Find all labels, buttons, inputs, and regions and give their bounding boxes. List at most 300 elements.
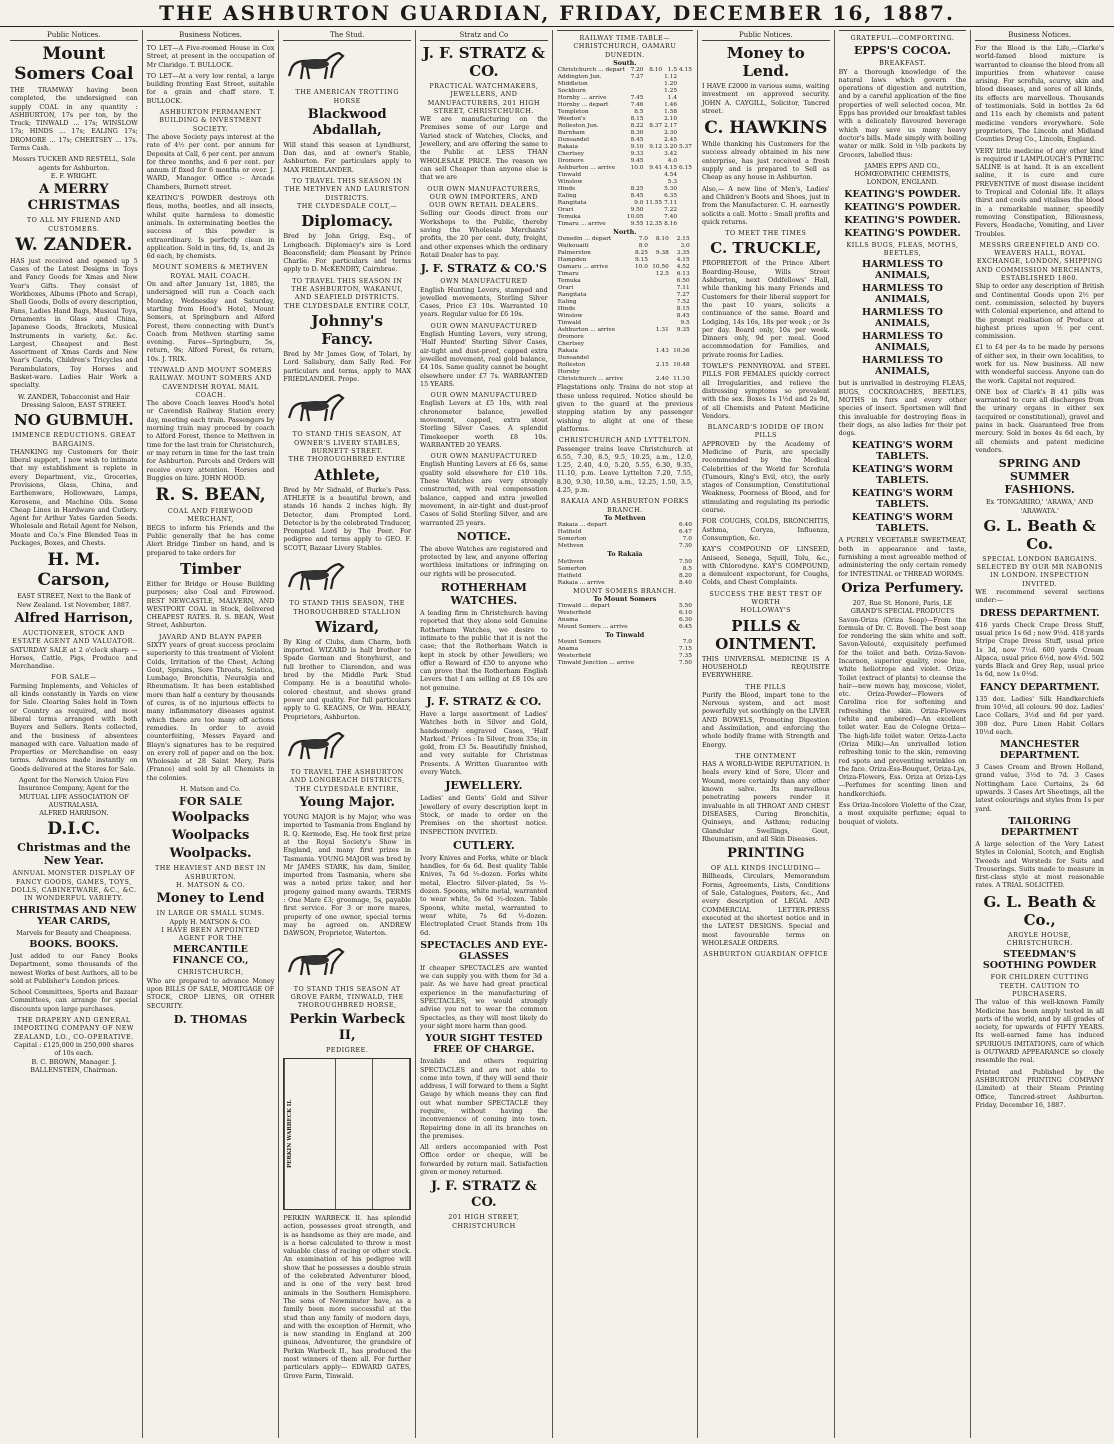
advert-heading: BLANCARD'S IODIDE OF IRON PILLS xyxy=(707,423,824,440)
advert-text: All orders accompanied with Post Office order or cheque, will be forwarded by return mail. Satisfaction given or money returned. xyxy=(420,1143,548,1177)
table-cell: Rangitata xyxy=(557,292,587,299)
table-cell xyxy=(678,221,693,228)
table-row xyxy=(557,566,693,573)
table-cell: 3.35 xyxy=(676,250,690,257)
table-cell xyxy=(691,271,693,278)
timetable-table xyxy=(557,522,693,550)
advert-text: Who are prepared to advance Money upon BILLS OF SALE, MORTGAGE OF STOCK, CROP LIENS, OR OTHER SECURITY. xyxy=(146,976,275,1010)
table-cell: 6.47 xyxy=(679,529,692,536)
table-cell xyxy=(691,369,693,376)
advert-text: Have a large assortment of Ladies' Watches both in Silver and Gold, handsomely engraved Cases, 'Half Marked.' Prices : In Silver, from 35s; in gold, from £3 5s. Beautifully finished, and very suitable for Christmas Presents. A Written Guarantee with every Watch. xyxy=(420,710,548,777)
table-cell: Weedon's xyxy=(557,116,586,123)
table-cell xyxy=(632,292,649,299)
table-cell: Timaru ... arrive xyxy=(557,221,606,228)
table-cell xyxy=(691,348,693,355)
table-cell: 9.45 xyxy=(630,158,644,165)
advert-heading: CHRISTMAS AND NEW YEAR CARDS, xyxy=(11,904,137,927)
table-cell xyxy=(645,109,664,116)
table-cell: Hatfield xyxy=(557,529,582,536)
advert-heading: Woolpacks xyxy=(171,828,250,844)
table-cell: 8.15 xyxy=(676,306,690,313)
advert-heading: C. TRUCKLE, xyxy=(710,239,822,258)
advert-heading: TO MEET THE TIMES xyxy=(725,229,807,238)
table-cell: Chertsey xyxy=(557,341,585,348)
advert-text: £1 to £4 per 4s to be made by persons of either sex, in their own localities, to work for us. New business. All new with wonderful success. Anyone can do the work. Capital not required. xyxy=(975,343,1104,385)
table-row xyxy=(557,151,693,158)
advert-text: YOUNG MAJOR is by Major, who was imported to Tasmania from England by R. Q. Kermode, Esq. He took first prize at the Royal Society's Show in England, and many first prizes in Tasmania. YOUNG MAJOR was bred by Mr JAMES STARK, his dam, Smiler, imported from Tasmania, where she was a noted prize taker, and her progeny gained many awards. TERMS : One Mare £3; groomage, 5s, payable first service. For 3 or more mares, property of one owner, special terms may be agreed on. ANDREW DAWSON, Proprietor, Waterton. xyxy=(283,813,412,938)
advert-heading: HARMLESS TO ANIMALS, xyxy=(862,331,943,354)
table-cell: Tinwald xyxy=(557,172,582,179)
advert-heading: NOTICE. xyxy=(456,529,511,543)
table-cell: 2.40 xyxy=(655,376,669,383)
table-cell xyxy=(691,313,693,320)
advert-heading: CHRISTCHURCH AND LYTTELTON. xyxy=(558,436,691,445)
table-row xyxy=(557,130,693,137)
table-cell xyxy=(691,250,693,257)
table-row xyxy=(557,617,693,624)
table-cell: 9.15 xyxy=(635,257,648,264)
advert-heading: TO TRAVEL THIS SEASON IN THE ASHBURTON, WAKANUI, AND SEAFIELD DISTRICTS. xyxy=(291,276,404,302)
advert-text: English Hunting Levers, very strong, 'Half Hunted' Sterling Silver Cases, air-tight and dust-proof, capped extra jewelled movement, real gold balance, £4 10s. Same quality cannot be bought elsewhere under £7 7s. WARRANTED 15 YEARS. xyxy=(420,330,548,388)
advert-heading: JEWELLERY. xyxy=(445,779,523,793)
table-cell xyxy=(678,200,693,207)
table-row xyxy=(557,573,693,580)
table-cell xyxy=(645,116,664,123)
table-row xyxy=(557,144,693,151)
advert-text: A PURELY VEGETABLE SWEETMEAT, both in appearance and taste, furnishing a most agreeable method of administering the only certain remedy for INTESTINAL or THREAD WORMS. xyxy=(838,536,967,578)
table-cell xyxy=(632,327,649,334)
table-cell: 8.10 xyxy=(649,67,663,74)
advert-heading: Diplomacy. xyxy=(301,212,394,231)
table-row xyxy=(557,109,693,116)
table-cell: 9.50 xyxy=(630,207,644,214)
table-cell: 9.41 xyxy=(649,165,663,172)
column-header: Public Notices. xyxy=(10,30,138,41)
advert-text: PROPRIETOR of the Prince Albert Boarding-House, Wills Street Ashburton, next Oddfellows' Hall, while thanking his many Friends and Customers for their liberal support for the past 10 years, solicits a continuance of the same. Board and Lodging, 14s 16s, 18s per week ; or 3s per day. Board only, 10s per week. Dinners only, 9d per meal. Good accommodation for Families, and private rooms for Ladies. xyxy=(701,259,830,359)
table-cell: 9.55 xyxy=(630,221,644,228)
table-row xyxy=(557,603,693,610)
table-cell: 5.3 xyxy=(667,179,678,186)
table-cell: 12.5 xyxy=(655,271,669,278)
table-cell xyxy=(649,299,670,306)
advert-text: SIXTY years of great success proclaim superiority to this treatment of Violent Colds, Irritation of the Chest, Aching Gout, Sprains, Sore Throats, Sciatica, Lumbago, Bronchitis, Neuralgia and Rheumatism. It has been established more than half a century by thousands of cures, is of no injurious effects to many inflammatory diseases against which there are too many off actions remedies. In order to avoid counterfeiting, Messrs Fayard and Blayn's signatures has to be required on every roll of paper and on the box. Wholesale at 28 Saint Mery, Paris (France) and sold by all Chemists in the colonies. xyxy=(146,641,275,782)
table-cell xyxy=(626,81,645,88)
advert-heading: MANCHESTER DEPARTMENT. xyxy=(999,739,1080,762)
advert-heading: CUTLERY. xyxy=(453,838,515,852)
advert-heading: Capital : £125,000 in 250,000 shares of 10s each. xyxy=(13,1040,134,1058)
timetable xyxy=(557,59,693,228)
table-cell: 2.10 xyxy=(664,116,678,123)
table-cell: Templeton xyxy=(557,109,589,116)
table-cell xyxy=(691,278,693,285)
table-row xyxy=(557,355,693,362)
pedigree-chart xyxy=(283,1058,411,1210)
advert-heading: DRESS DEPARTMENT. xyxy=(979,607,1100,619)
table-cell: 9.33 xyxy=(630,151,644,158)
table-cell: 1.4 xyxy=(667,95,678,102)
advert-heading: PEDIGREE. xyxy=(325,1045,369,1054)
table-cell xyxy=(678,130,693,137)
table-cell: Somerton xyxy=(557,565,587,572)
table-cell: 7.52 xyxy=(676,299,690,306)
table-cell xyxy=(649,341,670,348)
advert-heading: JAVARD AND BLAYN PAPER xyxy=(158,632,263,641)
table-cell xyxy=(678,193,693,200)
table-cell: 3.42 xyxy=(664,151,678,158)
table-cell: Rakaia xyxy=(557,144,578,151)
table-cell: 7.11 xyxy=(676,285,690,292)
advert-text: THANKING my Customers for their liberal support, I now wish to intimate that my establishment is replete in every Department, viz., Groceries, Provisions, Glass, China, and Earthenware, Hollowware, Lamps, Kerosene, and Machine Oils. Some Cheap Lines in Hardware and Cutlery. Agent for Arthur Yates Garden Seeds. Wholesale and Retail Agent for Nelson, Moate and Co.'s Fine Blended Teas in Packages, Boxes, and Chests. xyxy=(10,447,138,548)
advert-heading: Mount Somers Coal xyxy=(14,44,134,84)
advert-text: I HAVE £2000 in various sums, waiting investment on approved security. JOHN A. CAYGILL, Solicitor, Tancred street. xyxy=(701,82,830,115)
advert-heading: IMMENCE REDUCTIONS. GREAT BARGAINS. xyxy=(11,431,136,448)
table-row xyxy=(557,172,693,179)
table-cell xyxy=(645,207,664,214)
advert-heading: KEATING'S POWDER. xyxy=(844,214,961,226)
timetable xyxy=(557,514,693,550)
table-row xyxy=(557,116,693,123)
advert-heading: HARMLESS TO ANIMALS, xyxy=(862,283,943,306)
advert-text: English Hunting Levers, stamped and jewelled movements, Sterling Silver Cases, Price £3 10s. Warranted 10 years. Regular value for £6 10s. xyxy=(420,285,548,319)
advert-heading: Johnny's Fancy. xyxy=(311,311,383,348)
table-cell: Westerfield xyxy=(557,653,591,660)
table-cell: 11.10 xyxy=(673,376,690,383)
table-cell: 1.20 xyxy=(664,81,678,88)
table-cell: 6.13 xyxy=(676,271,690,278)
table-row xyxy=(557,313,693,320)
table-cell: 7.11 xyxy=(664,200,678,207)
advert-heading: J. F. STRATZ & CO. xyxy=(426,695,542,708)
table-cell xyxy=(632,278,649,285)
table-cell: 1.5 xyxy=(667,67,678,74)
table-row xyxy=(557,320,693,327)
advert-heading: G. L. Beath & Co., xyxy=(983,892,1096,929)
table-row xyxy=(557,207,693,214)
advert-text: Bred by Mr Sidnald, of Burke's Pass. ATHLETE is a beautiful brown, and stands 16 hands 2 inches high. By Detector, dam Prompted Lord. Detector is by the celebrated Traducer, Prompted Lord by The Peer. For pedigree and terms apply to GEO. F. SCOTT, Bazaar Livery Stables. xyxy=(283,485,412,552)
table-row xyxy=(557,123,693,130)
table-cell: 1.46 xyxy=(664,102,678,109)
timetable-heading: To Methven xyxy=(603,513,646,522)
table-cell xyxy=(678,95,693,102)
table-cell xyxy=(649,369,670,376)
advert-heading: E. F. WRIGHT. xyxy=(50,171,97,180)
advert-heading: EPPS'S COCOA. xyxy=(853,44,951,58)
advert-heading: SUCCESS THE BEST TEST OF WORTH xyxy=(709,589,823,607)
advert-heading: C. HAWKINS xyxy=(704,118,828,139)
advert-heading: D. THOMAS xyxy=(173,1012,248,1026)
table-cell xyxy=(678,109,693,116)
table-cell: 7.20 xyxy=(630,67,644,74)
table-cell: Christchurch ... depart xyxy=(557,67,625,74)
table-row xyxy=(557,285,693,292)
table-cell: Tinwald xyxy=(557,320,582,327)
advert-heading: 207, Rue St. Honoré, Paris, LE GRAND'S SPECIAL PRODUCTS xyxy=(850,598,955,616)
timetable xyxy=(557,631,693,667)
advert-heading: 201 HIGH STREET, CHRISTCHURCH xyxy=(448,1213,520,1230)
column-7 xyxy=(835,30,972,1438)
table-cell xyxy=(691,299,693,306)
table-cell: 7.45 xyxy=(630,95,644,102)
table-cell: 2.17 xyxy=(664,123,678,130)
advert-heading: RAILWAY TIME-TABLE—CHRISTCHURCH, OAMARU DUNEDIN. xyxy=(573,34,677,59)
table-cell: Dromore xyxy=(557,158,584,165)
advert-heading: TO STAND THIS SEASON, AT OWNER'S LIVERY STABLES, BURNETT STREET. xyxy=(292,430,402,456)
table-cell xyxy=(678,172,693,179)
table-cell: Dunsandel xyxy=(557,355,589,362)
timetable-table xyxy=(557,67,693,228)
table-cell xyxy=(649,306,670,313)
table-cell: 6.15 xyxy=(679,165,692,172)
advert-text: 135 doz. Ladies' Silk Handkerchiefs from 10½d, all colours. 90 doz. Ladies' Lace Collars, 3½d and 6d per yard. 300 doz. Pure Linen Habit Collars 10½d each. xyxy=(975,694,1104,736)
table-row xyxy=(557,639,693,646)
table-cell: 7.0 xyxy=(638,236,648,243)
advert-heading: THE CLYDESDALE ENTIRE COLT, xyxy=(284,301,410,310)
advert-heading: Money to Lend xyxy=(156,891,265,907)
column-header: The Stud. xyxy=(283,30,411,41)
table-cell: 6.50 xyxy=(676,278,690,285)
advert-text: KEATING'S POWDER destroys oth fleas, moths, beetles, and all insects, whilst quite harmless to domestic animals. In exterminating beetles the success of this powder is extraordinary. Is perfectly clean in application. Sold in tins, 6d, 1s, and 2s 6d each, by chemists. xyxy=(146,194,275,261)
advert-heading: G. L. Beath & Co. xyxy=(983,516,1096,553)
table-cell xyxy=(649,278,670,285)
advert-text: English Levers at £5 10s, with real chronometer balance, jewelled movement, capped, extra stout Sterling Silver Cases. A splendid Timekeeper worth £8 10s. WARRANTED 20 YEARS. xyxy=(420,399,548,449)
table-cell: 1.58 xyxy=(664,109,678,116)
advert-heading: Blackwood Abdallah, xyxy=(307,106,387,138)
advert-text: PERKIN WARBECK II. has splendid action, possesses great strength, and is as handsome as they are made, and is a horse calculated to throw a most valuable class of racing or other stock. An examination of his pedigree will show that he possesses a double strain of the celebrated Adventurer blood, and is one of the very best bred animals in the Southern Hemisphere. The sons of Newminster have, as a family been more successful at the stud than any family of modern days, and with the exception of Hermit, who is now standing in England at 200 guineas, Adventurer, the grandsire of Perkin Warbeck II., has produced the most winners of them all. For further particulars apply— EDWARD GATES, Grove Farm, Tinwald. xyxy=(283,1213,412,1380)
table-cell: Ealing xyxy=(557,299,577,306)
advert-heading: YOUR SIGHT TESTED FREE OF CHARGE. xyxy=(425,1033,543,1056)
advert-heading: THE DRAPERY AND GENERAL IMPORTING COMPANY OF NEW ZEALAND, LO., CO-OPERATIVE. xyxy=(13,1016,134,1041)
advert-text: The above Society pays interest at the rate of 4½ per cent. per annum for Deposits at Call, 6 per cent. per annum for three months, and 6 per cent. per annum if fixed for 6 months or over. J. WARD, Manager. Office :– Arcade Chambers, Burnett street. xyxy=(146,132,275,191)
advert-heading: NO GUBMUH. xyxy=(14,411,134,430)
advert-text: 416 yards Check Crape Dress Stuff, usual price 1s 6d ; now 9½d. 418 yards Stripe Crape Dress Stuff, usual price 1s 3d, now 7½d. 600 yards Cream Alpaca, usual price 6½d, now 4½d. 502 yards Black and Grey Rep, usual price 1s 6d, now 1s 0½d. xyxy=(975,620,1104,679)
advert-text: HAS just received and opened up 5 Cases of the Latest Designs in Toys and Fancy Goods for Xmas and New Year's Gifts. They consist of Workboxes, Albums (Photo and Scrap), Shell Goods, Dolls of every description, Fans, Ladies Hand Bags, Musical Toys, Ornaments in Glass and China, Japanese Goods, Brackets, Musical Instruments in variety, &c. &c. Largest, Cheapest and Best Assortment of Xmas Cards and New Year's Cards, Children's Tricycles and Perambulators, Toy Horses and Basket-ware. Ladies Hair Work a specialty. xyxy=(10,256,138,390)
table-row xyxy=(557,660,693,667)
table-cell: 4.0 xyxy=(667,158,678,165)
table-cell xyxy=(632,341,649,348)
table-cell xyxy=(670,334,691,341)
table-row xyxy=(557,278,693,285)
advert-heading: Young Major. xyxy=(299,795,396,811)
advert-text: TOWLE'S PENNYROYAL and STEEL PILLS FOR FEMALES quickly correct all Irregularities, and relieve the distressing symptoms so prevalent with the sex. Boxes 1s 1½d and 2s 9d, of all Chemists and Patent Medicine Vendors. xyxy=(701,362,830,420)
advert-text: School Committees, Sports and Bazaar Committees, can arrange for special discounts upon large purchases. xyxy=(10,988,138,1013)
advert-text: Bred by John Grigg, Esq., of Longbeach. Diplomacy's sire is Lord Beaconsfield; dam Pleasant by Prince Charlie. For particulars and terms apply to D. McKENDRY, Cairnbrae. xyxy=(283,232,412,274)
table-cell: Mount Somers xyxy=(557,639,601,646)
table-cell xyxy=(691,320,693,327)
table-cell xyxy=(645,214,664,221)
column-header: Public Notices. xyxy=(702,30,830,41)
advert-text: By King of Clubs, dam Charm, both imported. WIZARD is half brother to Spade Gorman and Stonyhurst, and full brother to Clarendon, and was bred by the Middle Park Stud Company. He is a beautiful whole-colored chestnut, and shows grand power and quality. For full particulars apply to G. KEAGNS, Or Wm. HEALY, Proprietors, Ashburton. xyxy=(283,637,412,721)
table-cell xyxy=(645,130,664,137)
advert-heading: KEATING'S WORM TABLETS. xyxy=(851,464,954,487)
advert-heading: H. Matson and Co. xyxy=(180,785,241,794)
advert-heading: W. ZANDER, Tobacconist and Hair Dressing Saloon, EAST STREET. xyxy=(17,392,130,409)
advert-text: Ladies' and Gents' Gold and Silver Jewellery of every description kept in Stock, or made to order on the Premises on the shortest notice. INSPECTION INVITED. xyxy=(420,794,548,836)
advert-text: KAY'S COMPOUND OF LINSEED, Aniseed, Senega, Squill, Tolu, &c., with Chlorodyne. KAY'S COMPOUND, a demulcent expectorant, for Coughs, Colds, and Chest Complaints. xyxy=(701,545,830,587)
table-cell xyxy=(678,214,693,221)
column-header xyxy=(557,30,693,31)
table-cell xyxy=(645,193,664,200)
advert-heading: KEATING'S WORM TABLETS. xyxy=(851,440,954,463)
timetable xyxy=(557,595,693,631)
advert-heading: R. S. BEAN, xyxy=(155,485,266,506)
pedigree-title: PERKIN WARBECK II. xyxy=(284,1059,298,1209)
table-cell xyxy=(691,236,693,243)
table-cell: 10.0 xyxy=(635,264,648,271)
table-row xyxy=(557,271,693,278)
table-row xyxy=(557,327,693,334)
table-cell: 10.50 xyxy=(652,264,669,271)
table-cell: 10.36 xyxy=(673,348,690,355)
table-cell: 8.0 xyxy=(638,243,648,250)
table-cell: 5.50 xyxy=(679,603,692,610)
table-row xyxy=(557,250,693,257)
advert-heading: AUCTIONEER, STOCK AND ESTATE AGENT AND VALUATOR. xyxy=(12,628,136,646)
table-cell: Anama xyxy=(557,617,579,624)
table-cell xyxy=(645,81,664,88)
table-cell: 7.50 xyxy=(679,660,692,667)
advert-text: Invalids and others requiring SPECTACLES and are not able to come into town, if they will send their address, I will forward to them a Sight Gauge by which means they can find out what number SPECTACLE they require, without having the inconvenience of coming into town. Repairing done in all its branches on the premises. xyxy=(420,1057,548,1140)
advert-heading: HOLLOWAY'S xyxy=(740,606,792,615)
advert-text: BEGS to inform his Friends and the Public generally that he has come Alert Bridge Timber on hand, and is prepared to take orders for xyxy=(146,523,275,557)
advert-heading: OUR OWN MANUFACTURED xyxy=(430,321,538,330)
advert-heading: ALFRED HARRISON. xyxy=(39,809,109,818)
column-1 xyxy=(6,30,143,1438)
table-cell xyxy=(649,313,670,320)
table-cell xyxy=(678,207,693,214)
table-cell xyxy=(691,341,693,348)
pedigree-column xyxy=(336,1059,373,1209)
table-cell xyxy=(645,102,664,109)
advert-heading: W. ZANDER. xyxy=(15,234,133,255)
table-cell xyxy=(649,285,670,292)
advert-heading: HARMLESS TO ANIMALS, xyxy=(862,307,943,330)
advert-heading: OUR OWN MANUFACTURED xyxy=(430,391,538,400)
timetable-table xyxy=(557,603,693,631)
advert-heading: CHRISTCHURCH, xyxy=(177,968,244,977)
table-cell xyxy=(691,334,693,341)
timetable xyxy=(557,228,693,383)
table-cell xyxy=(645,151,664,158)
advert-heading: A MERRY CHRISTMAS xyxy=(27,182,121,214)
advert-heading: THE CLYDESDALE COLT,— xyxy=(296,201,398,210)
table-cell: 6.30 xyxy=(679,617,692,624)
table-cell: 8.40 xyxy=(679,579,692,586)
advert-text: Bred by Mr James Gow, of Tolari, by Lord Salisbury, dam Sally Red. For particulars and terms, apply to MAX FRIEDLANDER. Prope. xyxy=(283,349,412,383)
table-cell: Winslow xyxy=(557,179,583,186)
advert-heading: FOR SALE— xyxy=(51,673,97,682)
advert-heading: SPRING AND SUMMER FASHIONS. xyxy=(998,457,1081,497)
advert-text: A leading firm in Christchurch having reported that they alone sold Genuine Rotherham Watches, we desire to intimate to the public that it is not the case; that the Rotherham Watch is kept in stock by other Jewellers; we offer a Reward of £50 to anyone who can prove that the Rotherham English Levers that I am selling at £8 10s are not genuine. xyxy=(420,609,548,692)
advert-heading: BREAKFAST. xyxy=(879,59,926,68)
advert-heading: H. M. Carson, xyxy=(37,550,111,591)
table-cell xyxy=(678,116,693,123)
advert-text: but is unrivalled in destroying FLEAS, BUGS, COCKROACHES, BEETLES, MOTHS in furs and every other species of insect. Sportsmen will find this invaluable for destroying fleas in their dogs, as also ladies for their pet dogs. xyxy=(838,379,967,438)
advert-text: WE are manufacturing on the Premises some of our Large and Varied stock of Watches, Clocks, and Jewellery, and are offering the same to the Public at LESS THAN WHOLESALE PRICE. The reason we can sell Cheaper than anyone else is that we are xyxy=(420,115,548,182)
advert-heading: Messrs TUCKER AND RESTELL, Sole agents for Ashburton. xyxy=(12,155,136,172)
table-cell: 6.10 xyxy=(679,610,692,617)
table-cell: Somerton xyxy=(557,536,587,543)
table-cell: 4.15 xyxy=(664,165,678,172)
table-cell: Timaru xyxy=(557,271,579,278)
advert-text: Ship to order any description of British and Continental Goods upon 2½ per cent. commission, selected by buyers with Colonial experience, and attend to the prompt realisation of Produce at highest prices upon ½ per cent. commission. xyxy=(975,282,1104,341)
table-cell: 10.05 xyxy=(626,214,644,221)
column-3 xyxy=(279,30,416,1438)
advert-text: Will stand this season at Lyndhurst, Dan das, and at owner's Stable, Ashburton. For particulars apply to MAX FRIEDLANDER. xyxy=(283,140,412,174)
advert-text: FOR COUGHS, COLDS, BRONCHITIS, Asthma, Coryza, Influenza, Consumption, &c. xyxy=(701,517,830,542)
advert-heading: KEATING'S POWDER. xyxy=(844,227,961,239)
table-cell xyxy=(626,88,645,95)
table-cell: Waikouaiti xyxy=(557,243,589,250)
table-cell: 2.45 xyxy=(664,137,678,144)
table-cell: Dunedin ... depart xyxy=(557,236,612,243)
advert-text: BY a thorough knowledge of the natural laws which govern the operations of digestion and nutrition, and by a careful application of the fine properties of well selected cocoa, Mr. Epps has provided our breakfast tables with a delicately flavoured beverage which may save us many heavy doctor's bills. Made simply with boiling water or milk. Sold in ½lb packets by Grocers, labelled thus: xyxy=(838,67,967,159)
table-cell xyxy=(678,102,693,109)
table-cell: Methven xyxy=(557,543,584,550)
table-cell: 6.40 xyxy=(679,522,692,529)
table-cell xyxy=(691,355,693,362)
advert-heading: J. F. STRATZ & CO. xyxy=(422,44,545,80)
advert-heading: PILLS & OINTMENT. xyxy=(715,616,817,653)
table-cell: Dunsandel xyxy=(557,137,589,144)
advert-text: ONE box of Clark's B 41 pills was warranted to cure all discharges from the urinary organs in either sex (acquired or constitutional), gravel and pains in back. Guaranteed free from mercury. Sold in boxes 4s 6d each, by all chemists and patent medicine vendors. xyxy=(975,387,1104,454)
advert-heading: D.I.C. xyxy=(47,819,101,840)
table-cell xyxy=(632,320,649,327)
table-cell: Addington Jun. xyxy=(557,74,602,81)
table-cell: Hornby ... arrive xyxy=(557,95,607,102)
table-cell: 7.40 xyxy=(664,214,678,221)
table-cell xyxy=(632,271,649,278)
advert-heading: KEATING'S POWDER. xyxy=(844,201,961,213)
table-row xyxy=(557,193,693,200)
advert-text: TO LET—At a very low rental, a large building fronting East Street, suitable for a grain and chaff store. T. BULLOCK. xyxy=(146,71,275,105)
table-cell: 8.15 xyxy=(630,116,644,123)
table-cell xyxy=(632,369,649,376)
advert-heading: GRATEFUL—COMFORTING. xyxy=(850,34,955,42)
table-cell xyxy=(691,362,693,369)
table-cell: 7.27 xyxy=(630,74,644,81)
table-cell: Anama xyxy=(557,646,579,653)
table-row xyxy=(557,341,693,348)
advert-text: Ivory Knives and Forks, white or black handles, for 6s 6d. Best quality Table Knives, 7s 6d ½-dozen. Forks white metal, Electro Silver-plated, 5s ½-dozen. Spoons, white metal, warranted to wear white, 5s 6d ½-dozen. Table Spoons, white metal, warranted to wear white, 7s 6d ½-dozen. Electroplated Cruet Stands from 10s 6d. xyxy=(420,853,548,937)
table-cell: Oamaru ... arrive xyxy=(557,264,609,271)
table-row xyxy=(557,536,693,543)
advert-text: TO LET—A Five-roomed House in Cox Street, at present in the occupation of Mr Claridge. T. BULLOCK. xyxy=(146,44,275,69)
advert-heading: ASHBURTON GUARDIAN OFFICE xyxy=(703,950,829,959)
table-row xyxy=(557,88,693,95)
timetable-table xyxy=(557,236,693,383)
advert-heading: TO STAND THIS SEASON, THE THOROUGHBRED STALLION xyxy=(289,599,405,616)
table-row xyxy=(557,264,693,271)
table-cell: 8.22 xyxy=(630,123,644,130)
advert-heading: MOUNT SOMERS BRANCH. xyxy=(573,586,677,595)
table-row xyxy=(557,81,693,88)
advert-heading: MESSRS GREENFIELD AND CO. WEAVERS HALL, ROYAL EXCHANGE, LONDON, SHIPPING AND COMMISSION MERCHANTS, ESTABLISHED 1860. xyxy=(976,240,1104,283)
table-cell: Burnham xyxy=(557,130,585,137)
table-cell: 7.0 xyxy=(682,536,692,543)
advert-heading: PRINTING xyxy=(727,846,805,862)
table-cell: 4.15 xyxy=(679,67,692,74)
advert-heading: RAKAIA AND ASHBURTON FORKS BRANCH. xyxy=(560,497,689,514)
advert-heading: Oriza Perfumery. xyxy=(841,580,964,596)
table-row xyxy=(557,137,693,144)
table-cell: Christchurch ... arrive xyxy=(557,376,624,383)
advert-heading: OWN MANUFACTURED xyxy=(440,277,528,286)
table-cell xyxy=(691,257,693,264)
timetable-heading: South. xyxy=(613,58,637,67)
advert-heading: KILLS BUGS, FLEAS, MOTHS, BEETLES, xyxy=(846,240,959,258)
advert-heading: TO TRAVEL THE ASHBURTON AND LONGBEACH DISTRICTS, THE CLYDESDALE ENTIRE, xyxy=(289,768,405,793)
table-cell xyxy=(691,376,693,383)
